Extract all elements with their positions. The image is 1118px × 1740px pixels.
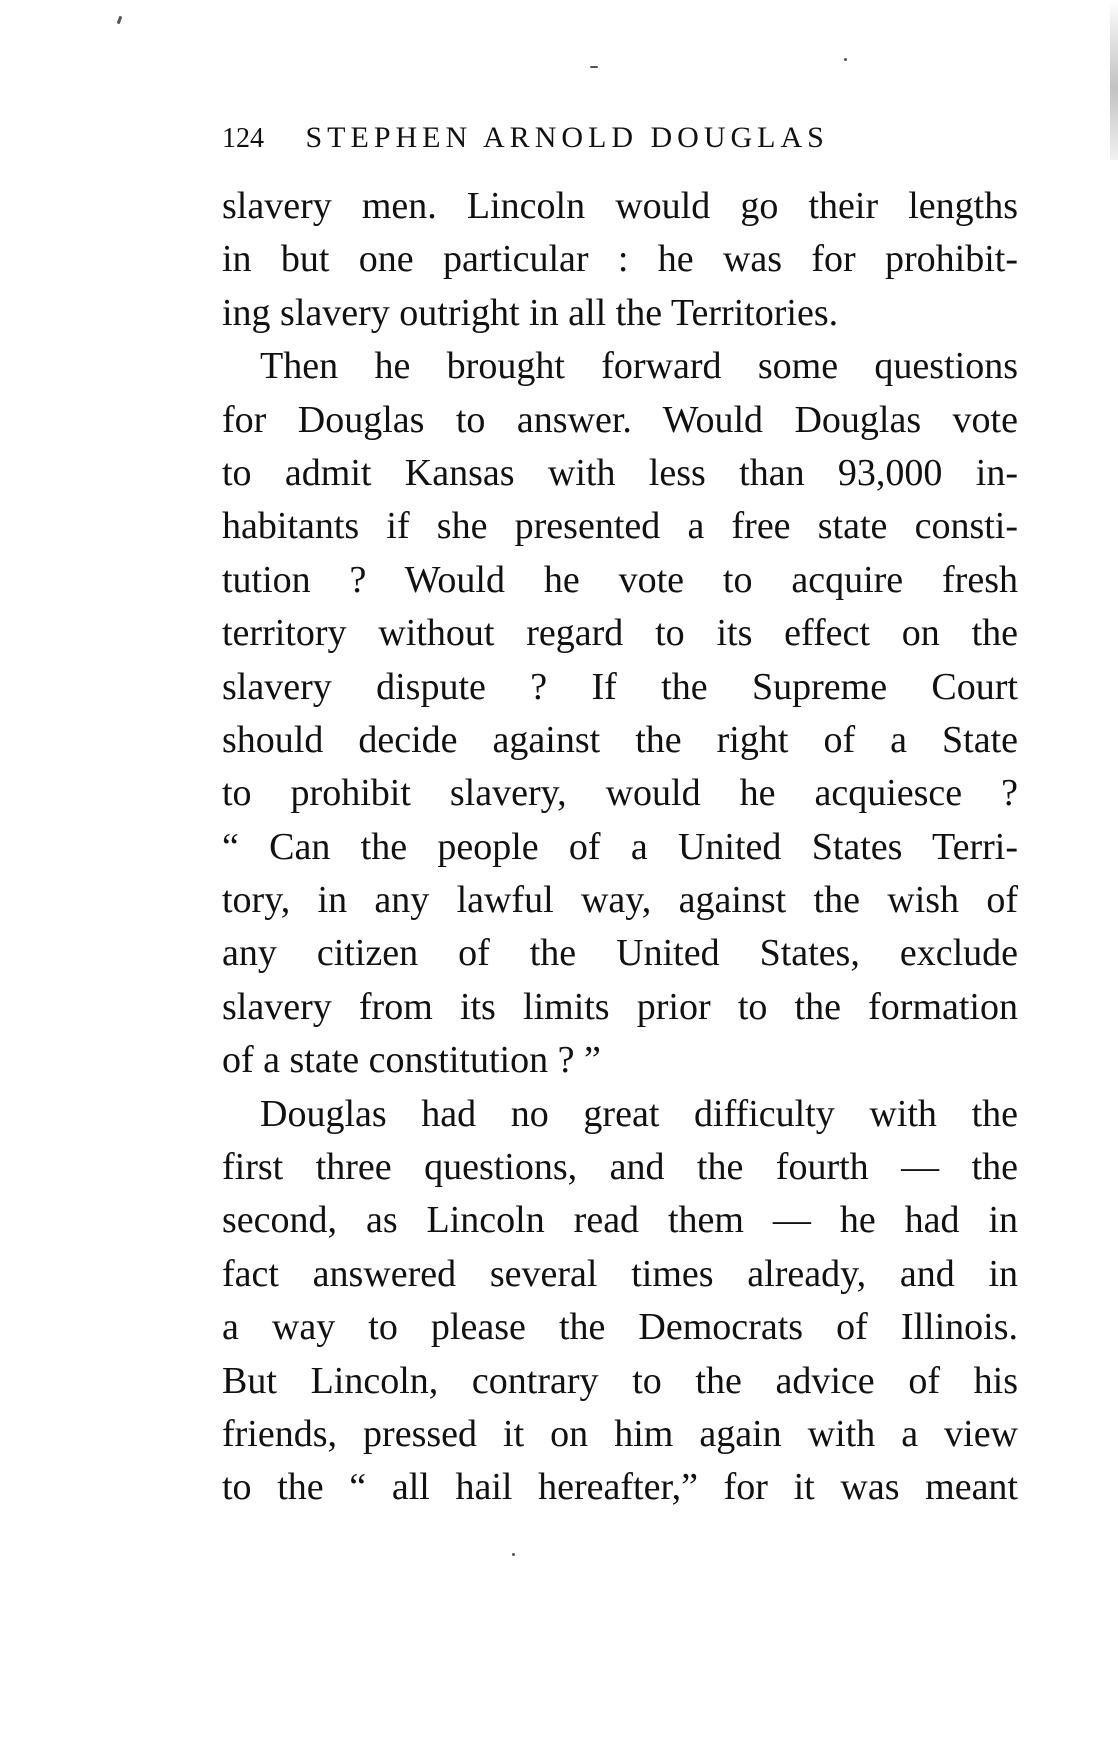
- text-line: territory without regard to its effect on the: [222, 612, 1018, 655]
- text-line: friends, pressed it on him again with a view: [222, 1412, 1018, 1455]
- text-line: Then he brought forward some questions: [260, 345, 1018, 388]
- body-text: [222, 180, 1018, 1515]
- text-line: to the “ all hail hereafter,” for it was meant: [222, 1466, 1018, 1509]
- text-line: of a state constitution ? ”: [222, 1039, 601, 1082]
- text-line: “ Can the people of a United States Terri-: [222, 825, 1018, 868]
- text-line: first three questions, and the fourth — the: [222, 1146, 1018, 1189]
- text-line: tory, in any lawful way, against the wish of: [222, 879, 1018, 922]
- running-head: [222, 118, 922, 158]
- text-line: in but one particular : he was for prohibit-: [222, 238, 1018, 281]
- text-line: for Douglas to answer. Would Douglas vote: [222, 398, 1018, 441]
- text-line: to admit Kansas with less than 93,000 in-: [222, 451, 1018, 494]
- text-line: slavery men. Lincoln would go their lengths: [222, 185, 1018, 227]
- running-title: STEPHEN ARNOLD DOUGLAS: [305, 121, 829, 154]
- page-number: 124: [222, 123, 264, 154]
- text-line: any citizen of the United States, exclude: [222, 932, 1018, 975]
- text-line: slavery from its limits prior to the formation: [222, 985, 1018, 1028]
- text-line: fact answered several times already, and in: [222, 1252, 1018, 1295]
- text-line: tution ? Would he vote to acquire fresh: [222, 558, 1018, 601]
- text-line: ing slavery outright in all the Territories.: [222, 291, 839, 334]
- text-line: slavery dispute ? If the Supreme Court: [222, 665, 1018, 708]
- page-edge-shadow: [1110, 0, 1118, 160]
- text-line: Douglas had no great difficulty with the: [260, 1092, 1018, 1135]
- text-line: habitants if she presented a free state consti-: [222, 505, 1018, 548]
- text-line: to prohibit slavery, would he acquiesce ?: [222, 772, 1018, 815]
- ink-speck: [117, 16, 123, 25]
- text-line: second, as Lincoln read them — he had in: [222, 1199, 1018, 1242]
- text-line: a way to please the Democrats of Illinois.: [222, 1306, 1018, 1349]
- ink-speck: [512, 1553, 515, 1556]
- ink-speck: [844, 58, 847, 61]
- ink-speck: [590, 66, 598, 68]
- text-line: should decide against the right of a State: [222, 718, 1018, 761]
- text-line: But Lincoln, contrary to the advice of his: [222, 1359, 1018, 1402]
